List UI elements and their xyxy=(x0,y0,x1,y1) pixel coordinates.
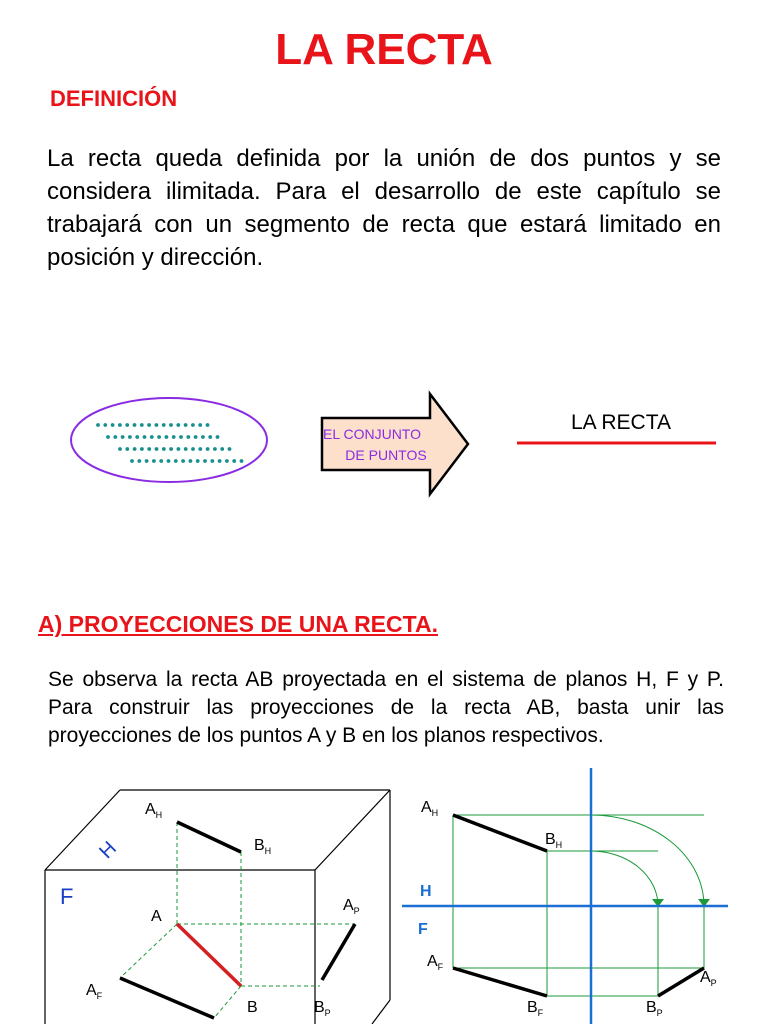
point-dot xyxy=(162,447,166,451)
point-dot xyxy=(184,423,188,427)
point-dot xyxy=(216,435,220,439)
point-dot xyxy=(152,459,156,463)
label-bh: $B_H$ xyxy=(545,831,563,850)
arrow-label-line2: DE PUNTOS xyxy=(345,447,427,463)
point-dot xyxy=(191,447,195,451)
point-dot xyxy=(159,459,163,463)
cube-diagram xyxy=(0,770,395,1024)
point-dot xyxy=(96,423,100,427)
point-dot xyxy=(125,447,129,451)
point-dot xyxy=(189,459,193,463)
point-dot xyxy=(133,423,137,427)
point-dot xyxy=(206,423,210,427)
segment-ab-p xyxy=(322,924,355,980)
label-ah: $A_H$ xyxy=(421,799,439,818)
point-dot xyxy=(167,459,171,463)
label-b: B xyxy=(247,999,258,1016)
point-dot xyxy=(181,459,185,463)
label-bh: $B_H$ xyxy=(254,837,272,856)
point-dot xyxy=(125,423,129,427)
point-dot xyxy=(145,459,149,463)
point-dot xyxy=(130,459,134,463)
segment-ab xyxy=(177,924,241,986)
segment-p-projection xyxy=(658,968,704,996)
axis-h-label: H xyxy=(420,883,432,900)
point-dot xyxy=(140,447,144,451)
segment-f-projection xyxy=(453,968,547,996)
point-dot xyxy=(113,435,117,439)
result-label: LA RECTA xyxy=(571,411,671,434)
cube-edges xyxy=(45,790,390,1024)
point-dot xyxy=(106,435,110,439)
point-dot xyxy=(165,435,169,439)
point-dot xyxy=(184,447,188,451)
point-dot xyxy=(240,459,244,463)
segment-ab-f xyxy=(120,978,214,1018)
point-dot xyxy=(118,423,122,427)
plane-f-label: F xyxy=(60,884,74,909)
point-dot xyxy=(111,423,115,427)
point-dot xyxy=(155,447,159,451)
point-dot xyxy=(228,447,232,451)
point-dot xyxy=(128,435,132,439)
point-dot xyxy=(196,459,200,463)
point-dot xyxy=(203,459,207,463)
point-dot xyxy=(143,435,147,439)
point-dot xyxy=(198,423,202,427)
point-dot xyxy=(157,435,161,439)
point-dot xyxy=(140,423,144,427)
label-ap: $A_P$ xyxy=(343,897,360,916)
point-dot xyxy=(121,435,125,439)
label-ap: $A_P$ xyxy=(700,969,717,988)
point-dot xyxy=(155,423,159,427)
segment-ab-h xyxy=(177,822,241,852)
point-dot xyxy=(194,435,198,439)
segment-h-projection xyxy=(453,815,547,851)
point-dot xyxy=(135,435,139,439)
point-dot xyxy=(150,435,154,439)
point-dot xyxy=(179,435,183,439)
point-dot xyxy=(225,459,229,463)
label-bf: $B_F$ xyxy=(527,999,544,1018)
label-bp: $B_P$ xyxy=(646,999,663,1018)
arrow-shape xyxy=(322,394,468,494)
label-a: A xyxy=(151,908,162,925)
point-dot xyxy=(206,447,210,451)
point-dot xyxy=(218,459,222,463)
point-dot xyxy=(177,447,181,451)
arrow-label-line1: EL CONJUNTO xyxy=(322,426,422,442)
point-dot xyxy=(191,423,195,427)
label-bp: $B_P$ xyxy=(314,999,331,1018)
point-dot xyxy=(201,435,205,439)
point-dot xyxy=(186,435,190,439)
epure-diagram xyxy=(390,760,768,1024)
point-dot xyxy=(147,423,151,427)
plane-h-label: H xyxy=(95,837,122,864)
point-dot xyxy=(176,423,180,427)
points-ellipse xyxy=(71,398,267,482)
point-dot xyxy=(174,459,178,463)
point-dot xyxy=(172,435,176,439)
point-dot xyxy=(137,459,141,463)
point-dot xyxy=(210,459,214,463)
point-dot xyxy=(198,447,202,451)
point-dot xyxy=(232,459,236,463)
label-af: $A_F$ xyxy=(86,982,103,1001)
point-dot xyxy=(103,423,107,427)
page-title: LA RECTA xyxy=(275,25,493,74)
label-ah: $A_H$ xyxy=(145,801,163,820)
point-dot xyxy=(213,447,217,451)
point-dot xyxy=(133,447,137,451)
point-dot xyxy=(208,435,212,439)
point-dot xyxy=(169,423,173,427)
axis-f-label: F xyxy=(418,921,428,938)
projections-paragraph: Se observa la recta AB proyectada en el sistema de planos H, F y P. Para construir las proyecciones de la recta AB, basta unir las proyecciones de los puntos A y B en los planos respectivos. xyxy=(48,668,724,747)
point-dot xyxy=(147,447,151,451)
point-dot xyxy=(118,447,122,451)
point-dot xyxy=(162,423,166,427)
concept-diagram xyxy=(0,380,768,510)
definition-heading: DEFINICIÓN xyxy=(50,86,178,111)
label-af: $A_F$ xyxy=(427,953,444,972)
point-dot xyxy=(220,447,224,451)
points-set xyxy=(96,423,243,463)
definition-paragraph: La recta queda definida por la unión de dos puntos y se considera ilimitada. Para el desarrollo de este capítulo se trabajará con un segmento de recta que estará limitado en posición y dirección. xyxy=(47,145,721,271)
section-a-heading: A) PROYECCIONES DE UNA RECTA. xyxy=(38,611,438,637)
point-dot xyxy=(169,447,173,451)
